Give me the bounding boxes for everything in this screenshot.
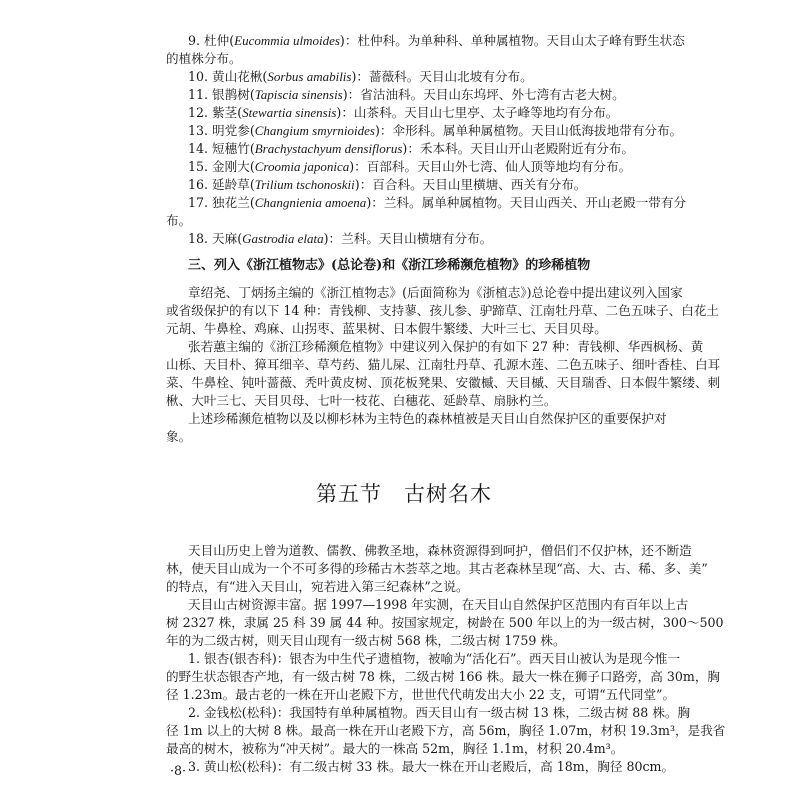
list-item bbox=[166, 122, 683, 140]
text-line: 山栎、天目朴、獐耳细辛、草芍药、猫儿屎、江南牡丹草、孔源木莲、二色五味子、细叶香桂、白耳 bbox=[166, 357, 721, 372]
text-line: 天目山古树资源丰富。据 1997—1998 年实测，在天目山自然保护区范围内有百年以上古 bbox=[188, 597, 689, 612]
text-line bbox=[166, 176, 642, 194]
text-line: 天目山历史上曾为道教、儒教、佛教圣地，森林资源得到呵护，僧侣们不仅护林，还不断造 bbox=[188, 543, 692, 558]
latin-name: Tapiscia sinensis bbox=[254, 87, 343, 102]
text-line: 树 2327 株，隶属 25 科 39 属 44 种。按国家规定，树龄在 500 年以上的为一级古树，300～500 bbox=[166, 615, 724, 630]
latin-name: Gastrodia elata bbox=[242, 231, 324, 246]
paragraph bbox=[166, 284, 719, 338]
text-line: 张若蕙主编的《浙江珍稀濒危植物》中建议列入保护的有如下 27 种：青钱柳、华西枫杨、黄 bbox=[188, 339, 704, 354]
text-line bbox=[166, 122, 683, 140]
paragraph bbox=[166, 650, 721, 704]
text-line: 布。 bbox=[166, 213, 192, 228]
chapter-title: 第五节 古树名木 bbox=[316, 482, 492, 506]
item-label: 13. 明党参( bbox=[188, 123, 255, 138]
item-label: 11. 银鹊树( bbox=[188, 87, 255, 102]
text-line: 上述珍稀濒危植物以及以柳杉林为主特色的森林植被是天目山自然保护区的重要保护对 bbox=[188, 411, 667, 426]
text-line: 2. 金钱松(松科)：我国特有单种属植物。西天目山有一级古树 13 株，二级古树 88 株。胸 bbox=[188, 705, 691, 720]
rare-plant-paragraphs bbox=[166, 284, 721, 446]
item-description: )：杜仲科。为单种科、单种属植物。天目山太子峰有野生状态 bbox=[339, 33, 685, 48]
rare-plant-list bbox=[166, 32, 687, 248]
text-line: 3. 黄山松(松科)：有二级古树 33 株。最大一株在开山老殿后，高 18m，胸径 80cm。 bbox=[188, 759, 675, 774]
text-line bbox=[166, 158, 642, 176]
latin-name: Eucommia ulmoides bbox=[234, 33, 340, 48]
section-heading: 三、列入《浙江植物志》(总论卷)和《浙江珍稀濒危植物》的珍稀植物 bbox=[188, 258, 591, 273]
paragraph bbox=[166, 596, 724, 650]
item-label: 14. 短穗竹( bbox=[188, 141, 255, 156]
ancient-tree-paragraphs bbox=[166, 542, 726, 776]
paragraph bbox=[166, 338, 721, 410]
latin-name: Sorbus amabilis bbox=[267, 69, 352, 84]
text-line: 章绍尧、丁炳扬主编的《浙江植物志》(后面简称为《浙植志》)总论卷中提出建议列入国家 bbox=[188, 285, 683, 300]
paragraph bbox=[166, 704, 726, 758]
text-line: 或省级保护的有以下 14 种：青钱柳、支持蓼、孩儿参、驴蹄草、江南牡丹草、二色五味子、白花土 bbox=[166, 303, 719, 318]
list-item bbox=[166, 32, 685, 68]
item-description: )：伞形科。属单种属植物。天目山低海拔地带有分布。 bbox=[374, 123, 683, 138]
text-line: 的植株分布。 bbox=[166, 51, 242, 66]
item-label: 17. 独花兰( bbox=[188, 195, 255, 210]
text-line bbox=[166, 194, 687, 212]
latin-name: Brachystachyum densiflorus bbox=[254, 141, 403, 156]
text-line: 元胡、牛鼻栓、鸡麻、山拐枣、蓝果树、日本假牛繁缕、大叶三七、天目贝母。 bbox=[166, 321, 607, 336]
text-line: 径 1m 以上的大树 8 株。最高一株在开山老殿下方，高 56m，胸径 1.07m，材积 19.3m³，是我省 bbox=[166, 723, 726, 738]
list-item bbox=[166, 140, 642, 158]
text-line: 象。 bbox=[166, 429, 192, 444]
latin-name: Changium smyrnioides bbox=[254, 123, 375, 138]
list-item bbox=[166, 86, 642, 104]
item-label: 15. 金刚大( bbox=[188, 159, 255, 174]
item-description: )：蔷薇科。天目山北坡有分布。 bbox=[351, 69, 533, 84]
text-line: 最高的树木，被称为“冲天树”。最大的一株高 52m，胸径 1.1m，材积 20.4m³。 bbox=[166, 741, 624, 756]
item-description: )：百部科。天目山外七湾、仙人顶等地均有分布。 bbox=[349, 159, 632, 174]
item-label: 10. 黄山花楸( bbox=[188, 69, 268, 84]
paragraph bbox=[166, 542, 708, 596]
item-label: 18. 天麻( bbox=[188, 231, 243, 246]
text-line: 楸、大叶三七、天目贝母、七叶一枝花、白穗花、延龄草、扇脉杓兰。 bbox=[166, 393, 557, 408]
list-item bbox=[166, 68, 642, 86]
text-line: 1. 银杏(银杏科)：银杏为中生代孑遗植物，被喻为“活化石”。西天目山被认为是现今惟一 bbox=[188, 651, 681, 666]
item-description: )：禾本科。天目山开山老殿附近有分布。 bbox=[402, 141, 635, 156]
item-label: 9. 杜仲( bbox=[188, 33, 235, 48]
paragraph bbox=[166, 758, 675, 776]
latin-name: Croomia japonica bbox=[254, 159, 350, 174]
item-description: )：百合科。天目山里横塘、西关有分布。 bbox=[354, 177, 587, 192]
latin-name: Changnienia amoena bbox=[254, 195, 367, 210]
latin-name: Trilium tschonoskii bbox=[254, 177, 355, 192]
text-line bbox=[166, 32, 685, 50]
list-item bbox=[166, 194, 687, 230]
text-line: 年的为二级古树，则天目山现有一级古树 568 株，二级古树 1759 株。 bbox=[166, 633, 566, 648]
text-line: 径 1.23m。最古老的一株在开山老殿下方，世世代代萌发出大小 22 支，可谓“五代同堂”。 bbox=[166, 687, 676, 702]
text-line bbox=[166, 68, 642, 86]
text-line: 菜、牛鼻栓、钝叶蔷薇、秃叶黄皮树、顶花板凳果、安徽槭、天目槭、天目瑞香、日本假牛繁缕、刺 bbox=[166, 375, 721, 390]
page-body bbox=[166, 32, 726, 776]
item-label: 12. 紫茎( bbox=[188, 105, 243, 120]
list-item bbox=[166, 104, 642, 122]
text-line bbox=[166, 104, 642, 122]
list-item bbox=[166, 176, 642, 194]
text-line: 的野生状态银杏产地，有一级古树 78 株，二级古树 166 株。最大一株在狮子口路旁，高 30m，胸 bbox=[166, 669, 721, 684]
list-item bbox=[166, 230, 642, 248]
item-description: )：兰科。天目山横塘有分布。 bbox=[323, 231, 493, 246]
text-line: 林，使天目山成为一个不可多得的珍稀古木荟萃之地。其古老森林呈现“高、大、古、稀、多、美” bbox=[166, 561, 708, 576]
latin-name: Stewartia sinensis bbox=[242, 105, 337, 120]
text-line: 的特点，有“进入天目山，宛若进入第三纪森林”之说。 bbox=[166, 579, 469, 594]
text-line bbox=[166, 230, 642, 248]
paragraph bbox=[166, 410, 667, 446]
item-label: 16. 延龄草( bbox=[188, 177, 255, 192]
item-description: )：兰科。属单种属植物。天目山西关、开山老殿一带有分 bbox=[366, 195, 687, 210]
page-number: ·8· bbox=[170, 763, 187, 778]
text-line bbox=[166, 86, 642, 104]
list-item bbox=[166, 158, 642, 176]
text-line bbox=[166, 140, 642, 158]
item-description: )：山茶科。天目山七里亭、太子峰等地均有分布。 bbox=[336, 105, 619, 120]
item-description: )：省沽油科。天目山东坞坪、外七湾有古老大树。 bbox=[342, 87, 625, 102]
